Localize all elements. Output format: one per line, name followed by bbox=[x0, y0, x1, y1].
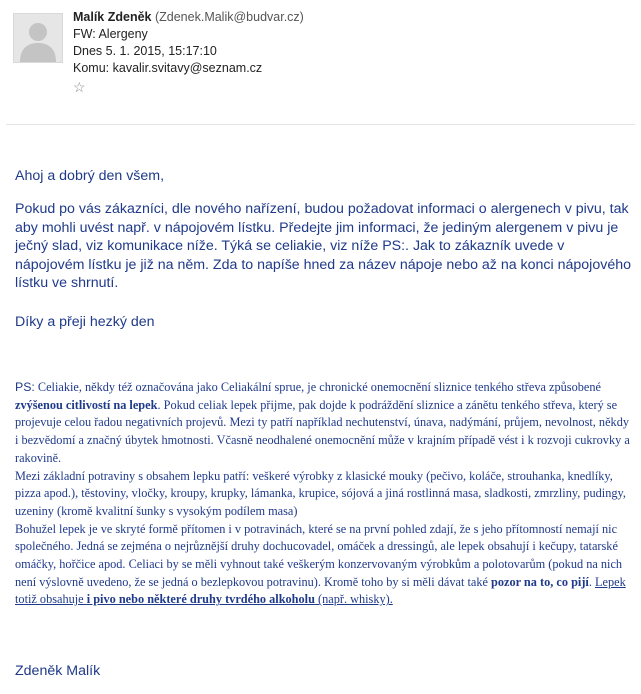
ps-text: . Pokud celiak lepek přijme, pak dojde k podráždění sliznice a zánětu tenkého střeva, který se projevuje celou řadou negativních projevů. Mezi ty patří například nechutenství, únava, nadýmání, průjem, nevolnost, někdy i bezvědomí a značný úbytek hmotnosti. Včasně neodhalené onemocnění může v krajním případě vést i k rozvoji cukrovky a rakovině. bbox=[15, 397, 630, 465]
message-body bbox=[15, 166, 631, 332]
greeting: Ahoj a dobrý den všem, bbox=[15, 168, 165, 184]
ps-label: PS: bbox=[15, 380, 35, 394]
ps-underlined-text: (např. whisky). bbox=[314, 592, 393, 607]
sender-email[interactable]: (Zdenek.Malik@budvar.cz) bbox=[154, 10, 304, 24]
ps-text: Mezi základní potraviny s obsahem lepku patří: veškeré výrobky z klasické mouky (pečivo, koláče, strouhanka, knedlíky, pizza apod.), těstoviny, vločky, kroupy, krupky, lámanka, krupice, sójová a jiná rostlinná masa, sladkosti, zmrzliny, pudingy, uzeniny (kromě kvalitní šunky s vysokým podílem masa) bbox=[15, 468, 626, 518]
recipient-row bbox=[73, 60, 304, 77]
ps-bold-underlined-text: i pivo nebo některé druhy tvrdého alkoholu bbox=[86, 592, 315, 607]
message-meta bbox=[73, 9, 304, 97]
sender-name[interactable]: Malík Zdeněk bbox=[73, 10, 152, 24]
ps-text: Bohužel lepek je ve skryté formě přítomen i v potravinách, které se na první pohled zdají, že s jeho přítomností nemají nic společného. Jedná se zejména o nejrůznější druhy dochucovadel, omáček a dressingů, ale lepek obsahují i kečupy, tatarské omáčky, hořčice apod. Celiaci by se měli vyhnout také veškerým konzervovaným výrobkům a polotovarům (pokud na nich není výslovně uvedeno, že se jedná o bezlepkovou potravinu). Kromě toho by si měli dávat také bbox=[15, 521, 623, 589]
to-label: Komu: bbox=[73, 61, 110, 75]
date: Dnes 5. 1. 2015, 15:17:10 bbox=[73, 44, 217, 58]
ps-bold-text: zvýšenou citlivostí na lepek bbox=[15, 397, 158, 412]
ps-text: . bbox=[588, 574, 595, 589]
ps-underlined-text: Lepek totiž obsahuje bbox=[15, 574, 626, 607]
ps-bold-text: pozor na to, co pijí bbox=[491, 574, 589, 589]
message-header bbox=[0, 0, 641, 124]
closing-line: Díky a přeji hezký den bbox=[15, 313, 155, 330]
star-outline-icon[interactable]: ☆ bbox=[73, 79, 86, 95]
subject: FW: Alergeny bbox=[73, 27, 148, 41]
ps-section bbox=[15, 379, 631, 609]
header-divider bbox=[6, 124, 635, 125]
person-silhouette-icon bbox=[14, 14, 62, 62]
signature: Zdeněk Malík bbox=[15, 663, 101, 679]
recipient-email[interactable]: kavalir.svitavy@seznam.cz bbox=[112, 61, 263, 75]
ps-text: Celiakie, někdy též označována jako Celiakální sprue, je chronické onemocnění sliznice tenkého střeva způsobené bbox=[34, 380, 601, 394]
body-paragraph: Pokud po vás zákazníci, dle nového nařízení, budou požadovat informaci o alergenech v pivu, tak aby mohli uvést např. v nápojovém lístku. Předejte jim informaci, že jediným alergenem v pivu je ječný slad, viz komunikace níže. Týká se celiakie, viz níže PS:. Jak to zákazník uvede v nápojovém lístku je již na něm. Zda to napíše hned za název nápoje nebo až na konci nápojového lístku ve shrnutí. bbox=[15, 201, 631, 291]
sender-row bbox=[73, 9, 304, 26]
avatar bbox=[13, 13, 63, 63]
